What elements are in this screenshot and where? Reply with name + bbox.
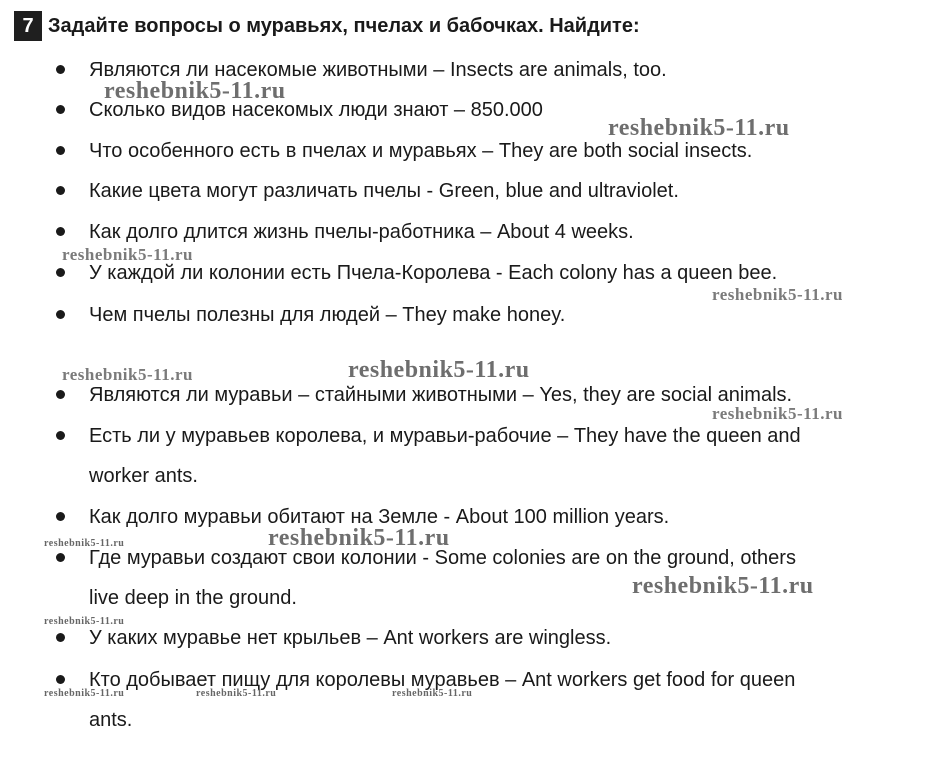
watermark: reshebnik5-11.ru (44, 538, 125, 549)
item-text: Кто добывает пищу для королевы муравьев – Ant workers get food for queen (89, 669, 796, 691)
item-text: Есть ли у муравьев королева, и муравьи-рабочие – They have the queen and (89, 425, 801, 447)
item-text-continuation: live deep in the ground. (89, 587, 297, 609)
item-text: Сколько видов насекомых люди знают – 850.000 (89, 99, 543, 121)
bullet-icon (56, 105, 65, 114)
bullet-icon (56, 227, 65, 236)
item-text: Как долго длится жизнь пчелы-работника – About 4 weeks. (89, 221, 634, 243)
exercise-number: 7 (14, 11, 42, 41)
bullet-icon (56, 268, 65, 277)
watermark: reshebnik5-11.ru (712, 404, 843, 423)
watermark: reshebnik5-11.ru (348, 357, 530, 383)
bullet-icon (56, 186, 65, 195)
item-text: Какие цвета могут различать пчелы - Green, blue and ultraviolet. (89, 180, 679, 202)
item-text: Как долго муравьи обитают на Земле - About 100 million years. (89, 506, 670, 528)
bullet-icon (56, 390, 65, 399)
item-text: Где муравьи создают свои колонии - Some colonies are on the ground, others (89, 547, 796, 569)
watermark: reshebnik5-11.ru (62, 245, 193, 264)
bullet-icon (56, 675, 65, 684)
item-text: Что особенного есть в пчелах и муравьях – They are both social insects. (89, 140, 753, 162)
watermark: reshebnik5-11.ru (268, 525, 450, 551)
bullet-icon (56, 146, 65, 155)
item-text: Чем пчелы полезны для людей – They make honey. (89, 304, 566, 326)
exercise-header (14, 10, 640, 42)
bullet-icon (56, 553, 65, 562)
item-text: Являются ли насекомые животными – Insects are animals, too. (89, 59, 667, 81)
bullet-icon (56, 65, 65, 74)
exercise-title: Задайте вопросы о муравьях, пчелах и бабочках. Найдите: (48, 14, 640, 37)
item-text: У каждой ли колонии есть Пчела-Королева - Each colony has a queen bee. (89, 262, 778, 284)
watermark: reshebnik5-11.ru (196, 688, 277, 699)
item-text-continuation: worker ants. (89, 465, 198, 487)
bullet-icon (56, 431, 65, 440)
bullet-icon (56, 512, 65, 521)
bullet-icon (56, 633, 65, 642)
watermark: reshebnik5-11.ru (608, 115, 790, 141)
item-text: У каких муравье нет крыльев – Ant workers are wingless. (89, 627, 612, 649)
watermark: reshebnik5-11.ru (104, 78, 286, 104)
item-text-continuation: ants. (89, 709, 133, 731)
watermark: reshebnik5-11.ru (632, 573, 814, 599)
watermark: reshebnik5-11.ru (44, 688, 125, 699)
watermark: reshebnik5-11.ru (44, 616, 125, 627)
bullet-icon (56, 310, 65, 319)
item-text: Являются ли муравьи – стайными животными – Yes, they are social animals. (89, 384, 793, 406)
watermark: reshebnik5-11.ru (392, 688, 473, 699)
watermark: reshebnik5-11.ru (712, 285, 843, 304)
watermark: reshebnik5-11.ru (62, 365, 193, 384)
